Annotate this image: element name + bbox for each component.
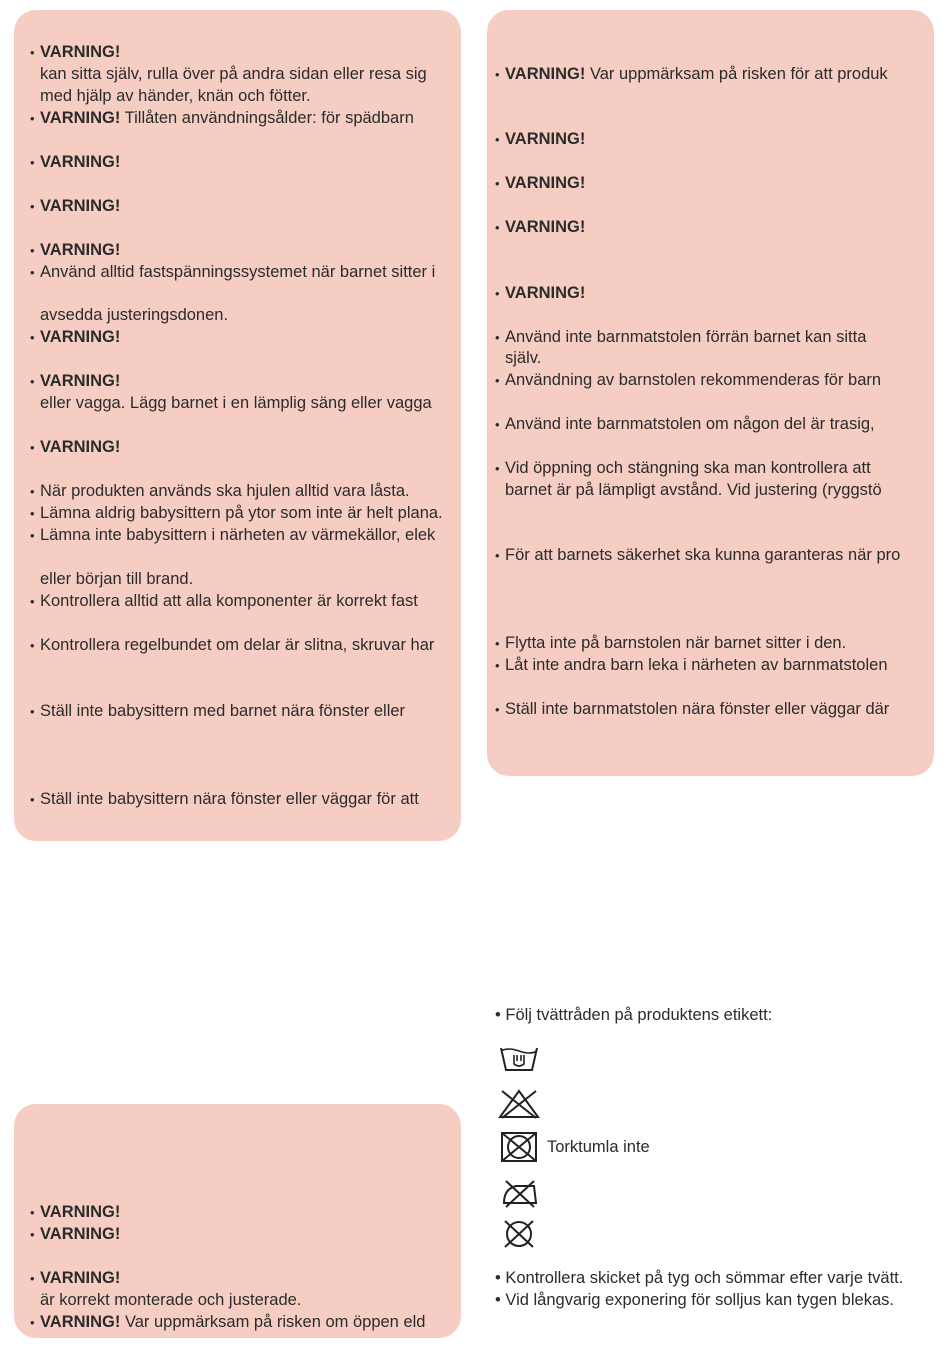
warning-line — [30, 1267, 460, 1289]
no-tumble-dry-icon — [498, 1131, 540, 1163]
warning-label: VARNING! — [40, 1313, 121, 1331]
care-footer-line: • Kontrollera skicket på tyg och sömmar efter varje tvätt. — [495, 1269, 904, 1287]
bullet: • — [30, 1271, 35, 1286]
bullet: • — [495, 548, 500, 563]
line-text: Vid öppning och stängning ska man kontrollera att — [505, 459, 871, 477]
bullet: • — [30, 155, 35, 170]
line-text: Var uppmärksam på risken för att produk — [585, 65, 888, 83]
line-text: med hjälp av händer, knän och fötter. — [40, 87, 311, 105]
bullet: • — [495, 220, 500, 235]
bullet-line — [30, 634, 460, 656]
warning-line — [495, 172, 927, 194]
warning-line — [30, 326, 460, 348]
bullet: • — [30, 704, 35, 719]
warning-label: VARNING! — [505, 218, 586, 236]
bullet: • — [495, 417, 500, 432]
warning-label: VARNING! — [40, 153, 121, 171]
line-text: Ställ inte babysittern med barnet nära fönster eller — [40, 702, 406, 720]
text-line — [495, 479, 934, 501]
bullet: • — [495, 373, 500, 388]
line-text: kan sitta själv, rulla över på andra sidan eller resa sig — [40, 65, 427, 83]
warning-line — [30, 195, 460, 217]
warning-line — [30, 151, 460, 173]
line-text: Tillåten användningsålder: för spädbarn — [120, 109, 414, 127]
bullet-line — [30, 261, 460, 283]
warning-label: VARNING! — [40, 109, 121, 127]
warning-label: VARNING! — [40, 241, 121, 259]
bullet: • — [30, 792, 35, 807]
text-line — [30, 85, 461, 107]
bullet: • — [30, 506, 35, 521]
warning-label: VARNING! — [505, 65, 586, 83]
bullet: • — [495, 636, 500, 651]
line-text: Lämna inte babysittern i närheten av värmekällor, elek — [40, 526, 436, 544]
bullet: • — [30, 330, 35, 345]
bullet: • — [30, 1227, 35, 1242]
warning-label: VARNING! — [40, 328, 121, 346]
warning-line — [30, 1223, 460, 1245]
warning-label: VARNING! — [505, 284, 586, 302]
line-text: eller början till brand. — [40, 570, 194, 588]
bullet: • — [30, 111, 35, 126]
line-text: Använd alltid fastspänningssystemet när barnet sitter i — [40, 263, 436, 281]
text-line — [30, 304, 461, 326]
line-text: Ställ inte babysittern nära fönster eller väggar för att — [40, 790, 419, 808]
warning-line — [30, 107, 460, 129]
bullet: • — [30, 528, 35, 543]
line-text: barnet är på lämpligt avstånd. Vid justering (ryggstö — [505, 481, 882, 499]
line-text: är korrekt monterade och justerade. — [40, 1291, 302, 1309]
warning-line — [30, 239, 460, 261]
line-text: Ställ inte barnmatstolen nära fönster eller väggar där — [505, 700, 890, 718]
warnings-panel-right — [487, 10, 934, 776]
line-text: avsedda justeringsdonen. — [40, 306, 229, 324]
warnings-panel-bottom — [14, 1104, 461, 1338]
bullet-line — [30, 590, 460, 612]
bullet: • — [495, 132, 500, 147]
no-dry-clean-icon — [498, 1218, 540, 1250]
line-text: När produkten används ska hjulen alltid vara låsta. — [40, 482, 410, 500]
bullet-line — [30, 480, 460, 502]
warning-label: VARNING! — [40, 372, 121, 390]
bullet-line — [495, 698, 927, 720]
line-text: Användning av barnstolen rekommenderas för barn — [505, 371, 882, 389]
no-iron-icon — [498, 1177, 540, 1209]
line-text: Flytta inte på barnstolen när barnet sitter i den. — [505, 634, 847, 652]
line-text: Kontrollera regelbundet om delar är slitna, skruvar har — [40, 636, 435, 654]
tumble-dry-label: Torktumla inte — [547, 1138, 650, 1156]
bullet-line — [495, 544, 927, 566]
text-line — [30, 568, 461, 590]
bullet: • — [30, 1315, 35, 1330]
bullet-line — [495, 457, 927, 479]
bullet: • — [495, 67, 500, 82]
text-line — [30, 63, 461, 85]
warning-line — [30, 41, 460, 63]
bullet: • — [30, 45, 35, 60]
hand-wash-icon — [498, 1043, 540, 1075]
bullet: • — [30, 199, 35, 214]
line-text: själv. — [505, 349, 542, 367]
line-text: Låt inte andra barn leka i närheten av barnmatstolen — [505, 656, 888, 674]
text-line — [30, 1289, 461, 1311]
bullet: • — [30, 484, 35, 499]
bullet-line — [30, 700, 460, 722]
line-text: Använd inte barnmatstolen om någon del är trasig, — [505, 415, 875, 433]
bullet: • — [495, 176, 500, 191]
warning-label: VARNING! — [505, 174, 586, 192]
no-bleach-icon — [498, 1088, 540, 1120]
warning-label: VARNING! — [505, 130, 586, 148]
warning-line — [30, 370, 460, 392]
bullet: • — [495, 286, 500, 301]
bullet: • — [495, 330, 500, 345]
bullet-line — [495, 369, 927, 391]
bullet-line — [495, 413, 927, 435]
bullet: • — [495, 658, 500, 673]
warning-line — [495, 216, 927, 238]
bullet: • — [495, 461, 500, 476]
warning-label: VARNING! — [40, 438, 121, 456]
warning-line — [30, 1311, 460, 1333]
bullet: • — [30, 594, 35, 609]
bullet-line — [30, 502, 460, 524]
warning-label: VARNING! — [40, 1225, 121, 1243]
line-text: Var uppmärksam på risken om öppen eld — [120, 1313, 426, 1331]
bullet: • — [30, 440, 35, 455]
bullet-line — [495, 632, 927, 654]
line-text: Använd inte barnmatstolen förrän barnet kan sitta — [505, 328, 867, 346]
line-text: Kontrollera alltid att alla komponenter är korrekt fast — [40, 592, 418, 610]
text-line — [30, 392, 461, 414]
bullet: • — [495, 702, 500, 717]
bullet-line — [495, 654, 927, 676]
warning-line — [495, 282, 927, 304]
warning-line — [30, 436, 460, 458]
warning-label: VARNING! — [40, 1269, 121, 1287]
bullet: • — [30, 265, 35, 280]
bullet-line — [30, 524, 460, 546]
warnings-panel-left — [14, 10, 461, 841]
warning-label: VARNING! — [40, 197, 121, 215]
warning-line — [495, 128, 927, 150]
line-text: För att barnets säkerhet ska kunna garanteras när pro — [505, 546, 901, 564]
line-text: eller vagga. Lägg barnet i en lämplig säng eller vagga — [40, 394, 432, 412]
bullet: • — [30, 374, 35, 389]
bullet-line — [30, 788, 460, 810]
bullet-line — [495, 326, 927, 348]
line-text: Lämna aldrig babysittern på ytor som inte är helt plana. — [40, 504, 443, 522]
care-intro: • Följ tvättråden på produktens etikett: — [495, 1006, 773, 1024]
bullet: • — [30, 1205, 35, 1220]
warning-line — [30, 1201, 460, 1223]
bullet: • — [30, 638, 35, 653]
warning-label: VARNING! — [40, 1203, 121, 1221]
warning-label: VARNING! — [40, 43, 121, 61]
text-line — [495, 347, 934, 369]
care-footer-line: • Vid långvarig exponering för solljus kan tygen blekas. — [495, 1291, 894, 1309]
warning-line — [495, 63, 927, 85]
bullet: • — [30, 243, 35, 258]
